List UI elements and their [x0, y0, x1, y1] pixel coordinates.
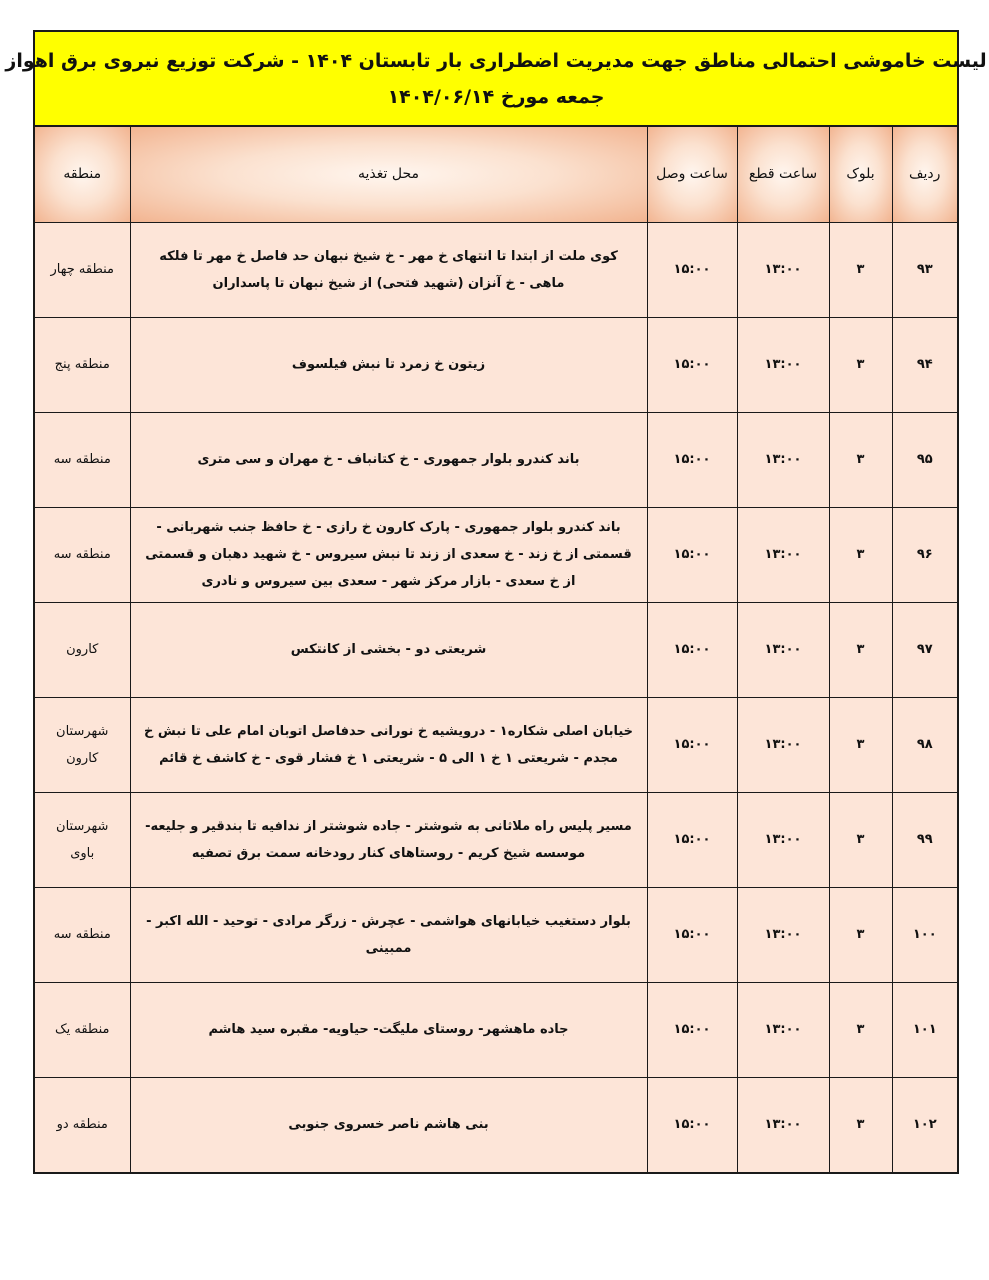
cell-feed-location: مسیر پلیس راه ملاثانی به شوشتر - جاده شوشتر از ندافیه تا بندقیر و جلیعه- موسسه شیخ کریم - روستاهای کنار رودخانه سمت برق تصفیه	[130, 792, 647, 887]
cell-connect-time: ۱۵:۰۰	[647, 602, 737, 697]
cell-cut-time: ۱۳:۰۰	[737, 412, 829, 507]
document-date: جمعه مورخ ۱۴۰۴/۰۶/۱۴	[387, 85, 605, 108]
cell-radif: ۹۷	[892, 602, 957, 697]
table-row	[35, 507, 957, 602]
cell-connect-time: ۱۵:۰۰	[647, 697, 737, 792]
table-row	[35, 1077, 957, 1172]
table-row	[35, 317, 957, 412]
cell-feed-location: بنی هاشم ناصر خسروی جنوبی	[130, 1077, 647, 1172]
title-banner	[5, 32, 987, 127]
cell-radif: ۱۰۰	[892, 887, 957, 982]
document-title: لیست خاموشی احتمالی مناطق جهت مدیریت اضطراری بار تابستان ۱۴۰۴ - شرکت توزیع نیروی برق اهواز	[5, 49, 987, 72]
cell-region: منطقه سه	[35, 887, 130, 982]
outage-schedule-sheet	[5, 30, 987, 1174]
header-region: منطقه	[35, 127, 130, 222]
cell-connect-time: ۱۵:۰۰	[647, 887, 737, 982]
cell-block: ۳	[829, 317, 892, 412]
cell-feed-location: باند کندرو بلوار جمهوری - پارک کارون خ رازی - خ حافظ جنب شهربانی - قسمتی از خ زند - خ سعدی از زند تا نبش سیروس - خ شهید دهبان و قسمتی از خ سعدی - بازار مرکز شهر - سعدی بین سیروس و نادری	[130, 507, 647, 602]
cell-cut-time: ۱۳:۰۰	[737, 1077, 829, 1172]
cell-cut-time: ۱۳:۰۰	[737, 317, 829, 412]
cell-feed-location: کوی ملت از ابتدا تا انتهای خ مهر - خ شیخ نبهان حد فاصل خ مهر تا فلکه ماهی - خ آنزان (شهید فتحی) از شیخ نبهان تا پاسداران	[130, 222, 647, 317]
cell-region: منطقه دو	[35, 1077, 130, 1172]
table-row	[35, 697, 957, 792]
header-cut-time: ساعت قطع	[737, 127, 829, 222]
table-header-row	[35, 127, 957, 222]
cell-region: منطقه چهار	[35, 222, 130, 317]
cell-region: منطقه یک	[35, 982, 130, 1077]
header-connect-time: ساعت وصل	[647, 127, 737, 222]
table-row	[35, 792, 957, 887]
cell-cut-time: ۱۳:۰۰	[737, 982, 829, 1077]
header-feed-location: محل تغذیه	[130, 127, 647, 222]
cell-feed-location: زیتون خ زمرد تا نبش فیلسوف	[130, 317, 647, 412]
table-row	[35, 412, 957, 507]
cell-connect-time: ۱۵:۰۰	[647, 222, 737, 317]
cell-feed-location: شریعتی دو - بخشی از کانتکس	[130, 602, 647, 697]
table-row	[35, 602, 957, 697]
cell-cut-time: ۱۳:۰۰	[737, 222, 829, 317]
cell-feed-location: بلوار دستغیب خیابانهای هواشمی - عچرش - زرگر مرادی - توحید - الله اکبر - ممبینی	[130, 887, 647, 982]
cell-radif: ۹۹	[892, 792, 957, 887]
cell-block: ۳	[829, 982, 892, 1077]
outage-table	[35, 127, 957, 1172]
cell-block: ۳	[829, 792, 892, 887]
cell-connect-time: ۱۵:۰۰	[647, 507, 737, 602]
table-row	[35, 982, 957, 1077]
cell-block: ۳	[829, 222, 892, 317]
cell-block: ۳	[829, 412, 892, 507]
cell-radif: ۱۰۲	[892, 1077, 957, 1172]
cell-region: شهرستان کارون	[35, 697, 130, 792]
cell-connect-time: ۱۵:۰۰	[647, 412, 737, 507]
cell-block: ۳	[829, 602, 892, 697]
cell-cut-time: ۱۳:۰۰	[737, 602, 829, 697]
cell-radif: ۹۸	[892, 697, 957, 792]
cell-cut-time: ۱۳:۰۰	[737, 507, 829, 602]
cell-cut-time: ۱۳:۰۰	[737, 792, 829, 887]
table-row	[35, 222, 957, 317]
cell-radif: ۹۶	[892, 507, 957, 602]
cell-radif: ۱۰۱	[892, 982, 957, 1077]
cell-feed-location: خیابان اصلی شکاره۱ - درویشیه خ نورانی حدفاصل اتوبان امام علی تا نبش خ مجدم - شریعتی ۱ خ ۱ الی ۵ - شریعتی ۱ خ فشار قوی - خ کاشف خ قائم	[130, 697, 647, 792]
cell-block: ۳	[829, 1077, 892, 1172]
cell-cut-time: ۱۳:۰۰	[737, 887, 829, 982]
cell-feed-location: جاده ماهشهر- روستای ملیگت- حیاویه- مقبره سید هاشم	[130, 982, 647, 1077]
cell-feed-location: باند کندرو بلوار جمهوری - خ کتانباف - خ مهران و سی متری	[130, 412, 647, 507]
header-block: بلوک	[829, 127, 892, 222]
cell-radif: ۹۳	[892, 222, 957, 317]
cell-radif: ۹۵	[892, 412, 957, 507]
cell-region: کارون	[35, 602, 130, 697]
cell-connect-time: ۱۵:۰۰	[647, 792, 737, 887]
header-radif: ردیف	[892, 127, 957, 222]
cell-region: منطقه پنج	[35, 317, 130, 412]
cell-block: ۳	[829, 507, 892, 602]
cell-block: ۳	[829, 697, 892, 792]
cell-connect-time: ۱۵:۰۰	[647, 1077, 737, 1172]
cell-connect-time: ۱۵:۰۰	[647, 317, 737, 412]
cell-connect-time: ۱۵:۰۰	[647, 982, 737, 1077]
cell-region: منطقه سه	[35, 412, 130, 507]
cell-radif: ۹۴	[892, 317, 957, 412]
cell-region: منطقه سه	[35, 507, 130, 602]
cell-region: شهرستان باوی	[35, 792, 130, 887]
cell-cut-time: ۱۳:۰۰	[737, 697, 829, 792]
table-row	[35, 887, 957, 982]
cell-block: ۳	[829, 887, 892, 982]
